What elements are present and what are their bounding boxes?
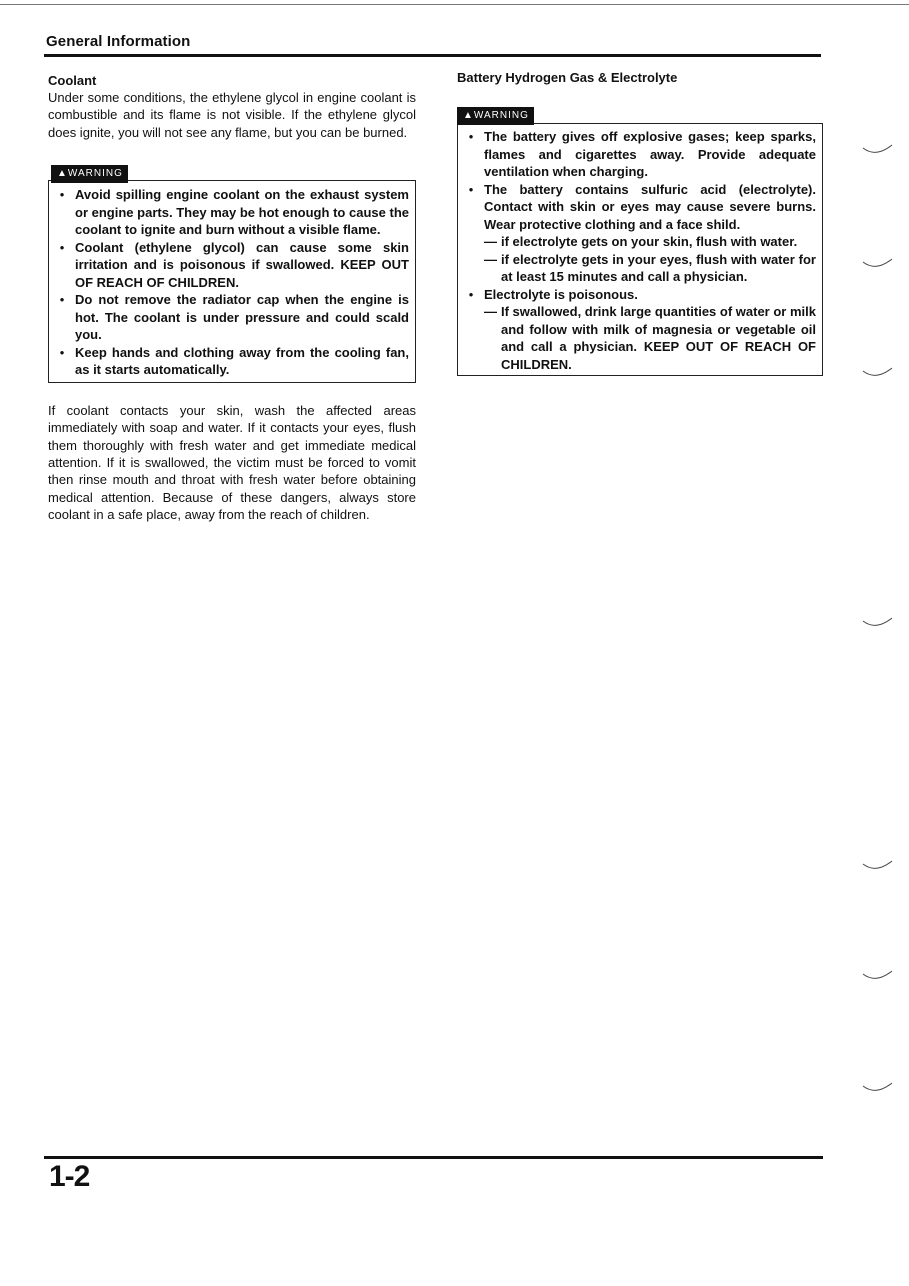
battery-warning-box xyxy=(457,123,823,376)
battery-warning-label-text: WARNING xyxy=(473,110,529,121)
battery-heading: Battery Hydrogen Gas & Electrolyte xyxy=(457,70,678,85)
title-rule xyxy=(44,54,821,57)
warning-triangle-icon: ▲ xyxy=(57,168,67,180)
battery-warning-list xyxy=(466,128,816,373)
binder-hole-mark xyxy=(862,367,894,381)
binder-hole-mark xyxy=(862,144,894,158)
binder-hole-mark xyxy=(862,617,894,631)
coolant-warning-text: Keep hands and clothing away from the cooling fan, as it starts automatically. xyxy=(75,344,409,378)
coolant-warning-text: Avoid spilling engine coolant on the exhaust system or engine parts. They may be hot enough to cause the coolant to ignite and burn without a visible flame. xyxy=(75,187,409,238)
battery-warning-text: Electrolyte is poisonous. xyxy=(484,286,638,302)
battery-warning-item xyxy=(466,128,816,181)
battery-warning-text: The battery contains sulfuric acid (electrolyte). Contact with skin or eyes may cause severe burns. Wear protective clothing and a face shild. xyxy=(484,181,816,232)
coolant-warning-label-text: WARNING xyxy=(67,168,123,180)
coolant-warning-item xyxy=(57,344,409,379)
coolant-warning-label xyxy=(51,165,128,183)
battery-warning-label-wrap xyxy=(457,105,823,125)
bullet-icon: • xyxy=(59,292,65,308)
coolant-warning-item xyxy=(57,291,409,344)
binder-hole-mark xyxy=(862,970,894,984)
battery-warning-subtext: if electrolyte gets on your skin, flush with water. xyxy=(501,234,798,249)
bullet-icon: • xyxy=(59,239,65,255)
coolant-heading: Coolant xyxy=(48,73,97,88)
warning-triangle-icon: ▲ xyxy=(463,110,473,121)
bullet-icon: • xyxy=(59,187,65,203)
dash-icon: — xyxy=(484,234,497,249)
left-column xyxy=(48,72,416,524)
coolant-warning-item xyxy=(57,239,409,292)
page-number: 1-2 xyxy=(49,1160,90,1193)
coolant-intro: Under some conditions, the ethylene glycol in engine coolant is combustible and its flame is not visible. If the ethylene glycol does ignite, you will not see any flame, but you can be burned. xyxy=(48,90,416,140)
battery-warning-subtext: If swallowed, drink large quantities of water or milk and follow with milk of magnesia or vegetable oil and call a physician. KEEP OUT OF REACH OF CHILDREN. xyxy=(501,304,816,372)
bullet-icon: • xyxy=(468,286,474,302)
battery-warning-text: The battery gives off explosive gases; keep sparks, flames and cigarettes away. Provide adequate ventilation when charging. xyxy=(484,129,816,179)
binder-hole-mark xyxy=(862,860,894,874)
battery-warning-item xyxy=(466,181,816,286)
coolant-warning-box xyxy=(48,180,416,383)
bullet-icon: • xyxy=(59,344,65,360)
battery-warning-subitem xyxy=(484,233,816,251)
dash-icon: — xyxy=(484,251,497,267)
battery-warning-label xyxy=(457,107,534,125)
coolant-warning-list xyxy=(57,186,409,379)
coolant-warning-text: Do not remove the radiator cap when the engine is hot. The coolant is under pressure and could scald you. xyxy=(75,292,409,343)
binder-hole-mark xyxy=(862,258,894,272)
right-column xyxy=(457,69,823,376)
coolant-after-paragraph: If coolant contacts your skin, wash the affected areas immediately with soap and water. If it contacts your eyes, flush them thoroughly with fresh water and get immediate medical attention. If it is swallowed, the victim must be forced to vomit then rinse mouth and throat with fresh water before obtaining medical attention. Because of these dangers, always store coolant in a safe place, away from the reach of children. xyxy=(48,402,416,523)
footer-rule xyxy=(44,1156,823,1159)
bullet-icon: • xyxy=(468,129,474,144)
section-title: General Information xyxy=(46,33,191,50)
battery-warning-subtext: if electrolyte gets in your eyes, flush with water for at least 15 minutes and call a physician. xyxy=(501,251,816,284)
bullet-icon: • xyxy=(468,181,474,197)
battery-warning-item xyxy=(466,286,816,374)
coolant-warning-item xyxy=(57,186,409,239)
battery-warning-subitem xyxy=(484,251,816,286)
dash-icon: — xyxy=(484,304,497,319)
coolant-warning-text: Coolant (ethylene glycol) can cause some skin irritation and is poisonous if swallowed. KEEP OUT OF REACH OF CHILDREN. xyxy=(75,239,409,290)
top-edge-rule xyxy=(0,4,909,5)
binder-hole-mark xyxy=(862,1082,894,1096)
battery-warning-subitem xyxy=(484,303,816,373)
